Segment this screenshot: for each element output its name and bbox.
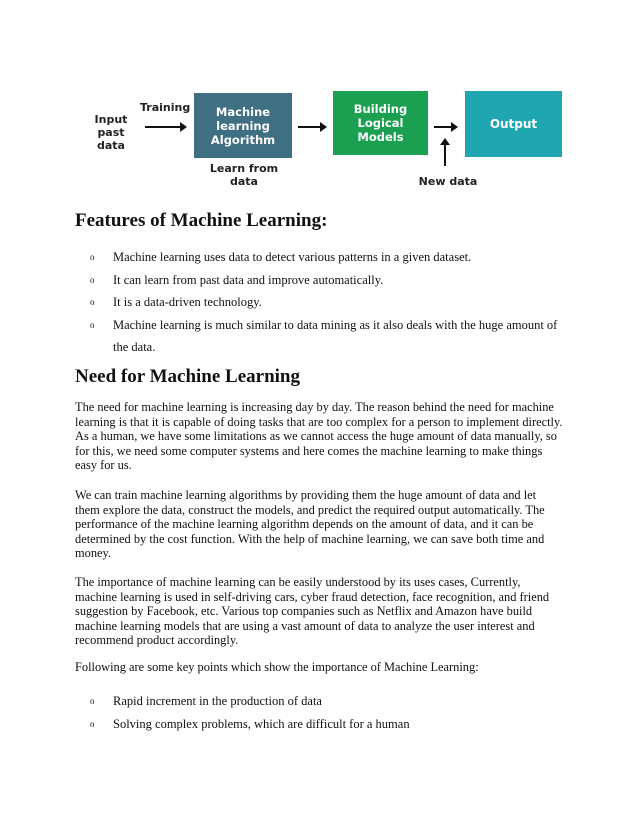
- list-item: o It can learn from past data and improve automatically.: [90, 269, 565, 291]
- bullet-icon: o: [90, 696, 95, 706]
- arrow-input-to-ml: [145, 126, 185, 128]
- bullet-icon: o: [90, 297, 95, 307]
- list-item: o Machine learning uses data to detect various patterns in a given dataset.: [90, 246, 565, 268]
- list-item: o It is a data-driven technology.: [90, 291, 565, 313]
- bullet-icon: o: [90, 274, 95, 285]
- ml-algorithm-box: [194, 93, 292, 158]
- bullet-icon: o: [90, 319, 95, 330]
- learn-from-data-label: Learn from data: [209, 162, 279, 188]
- training-label: Training: [140, 101, 191, 114]
- features-list: [90, 246, 565, 358]
- new-data-label: New data: [418, 175, 478, 188]
- arrow-build-to-output: [434, 126, 456, 128]
- ml-process-diagram: [0, 0, 638, 200]
- need-heading: Need for Machine Learning: [75, 366, 300, 387]
- need-paragraph-3: The importance of machine learning can be easily understood by its uses cases, Currently, machine learning is used in self-driving cars, cyber fraud detection, face recognition, and friend suggestion by Facebook, etc. Various top companies such as Netflix and Amazon have build machine learning models that are using a vast amount of data to analyze the user interest and recommend product accordingly.: [75, 575, 550, 648]
- output-box: [465, 91, 562, 157]
- features-heading: Features of Machine Learning:: [75, 210, 328, 231]
- list-item: o Solving complex problems, which are difficult for a human: [90, 713, 565, 735]
- ml-algorithm-text: Machine learning Algorithm: [210, 104, 276, 147]
- importance-list: [90, 690, 565, 735]
- need-paragraph-4: Following are some key points which show the importance of Machine Learning:: [75, 660, 479, 674]
- bullet-icon: o: [90, 252, 95, 262]
- input-past-data-label: Input past data: [94, 113, 128, 152]
- bullet-icon: o: [90, 718, 95, 729]
- list-item: o Machine learning is much similar to data mining as it also deals with the huge amount of the data.: [90, 314, 565, 358]
- build-models-text: Building Logical Models: [353, 102, 408, 144]
- list-item: o Rapid increment in the production of data: [90, 690, 565, 712]
- arrow-newdata-up: [444, 140, 446, 166]
- output-text: Output: [489, 117, 538, 131]
- build-models-box: [333, 91, 428, 155]
- need-paragraph-2: We can train machine learning algorithms by providing them the huge amount of data and let them explore the data, construct the models, and predict the required output automatically. The performance of the machine learning algorithm depends on the amount of data, and it can be determined by the cost function. With the help of machine learning, we can save both time and money.: [75, 488, 545, 561]
- need-paragraph-1: The need for machine learning is increasing day by day. The reason behind the need for machine learning is that it is capable of doing tasks that are too complex for a person to implement directly. As a human, we have some limitations as we cannot access the huge amount of data manually, so for this, we need some computer systems and here comes the machine learning to make things easy for us.: [75, 400, 563, 473]
- arrow-ml-to-build: [298, 126, 325, 128]
